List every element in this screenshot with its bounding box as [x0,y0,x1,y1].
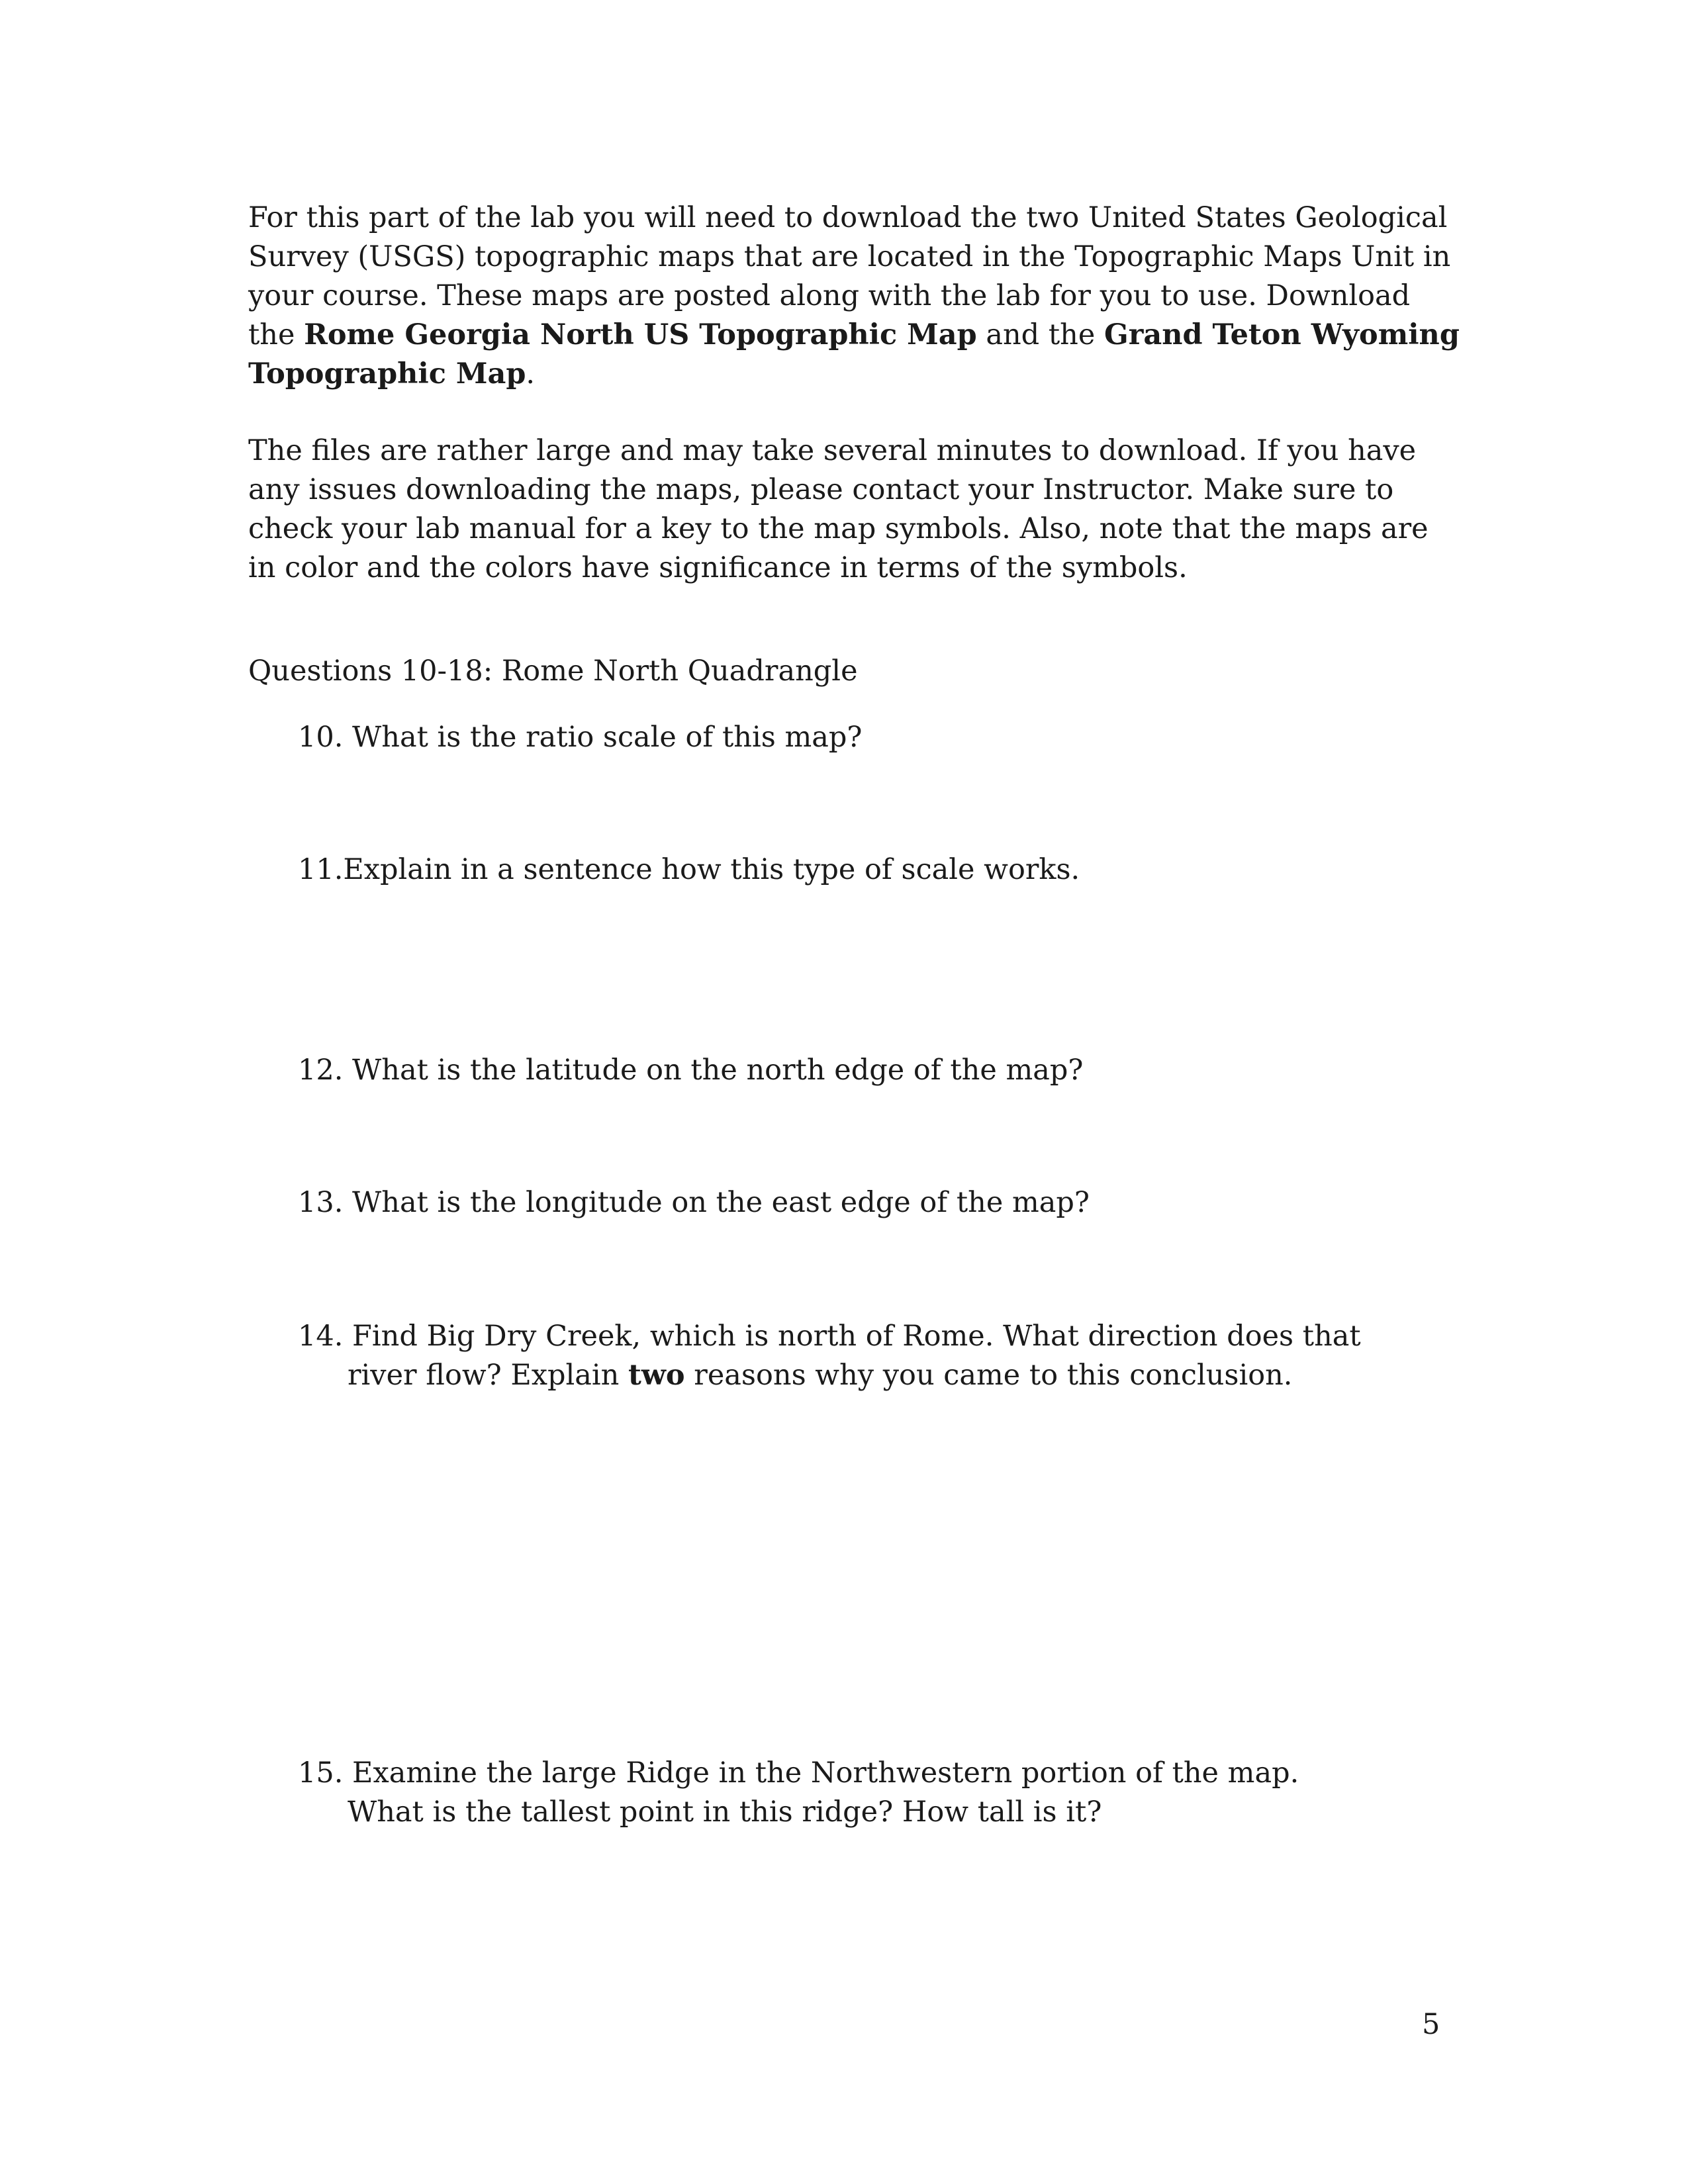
question-13 [298,1183,1423,1222]
intro-p1-text-3: . [526,357,536,390]
question-text-line-1: Find Big Dry Creek, which is north of Rome. What direction does that [343,1320,1361,1353]
question-text-line-2 [298,1356,1423,1395]
emphasis-two: two [628,1359,685,1392]
question-number: 12. [298,1054,344,1087]
question-12 [298,1051,1423,1090]
question-text: What is the latitude on the north edge of the map? [343,1054,1084,1087]
question-11 [298,850,1423,889]
question-number: 13. [298,1186,344,1219]
question-number: 14. [298,1320,344,1353]
question-text-line-2-part-2: reasons why you came to this conclusion. [684,1359,1293,1392]
rome-map-title: Rome Georgia North US Topographic Map [304,318,977,351]
question-text: Explain in a sentence how this type of scale works. [343,853,1080,886]
question-15 [298,1754,1423,1832]
question-number: 11. [298,853,344,886]
question-number: 10. [298,721,344,754]
question-text-line-2-part-1: river flow? Explain [348,1359,629,1392]
question-14 [298,1317,1423,1395]
question-text-line-2: What is the tallest point in this ridge? How tall is it? [348,1796,1102,1829]
question-text: What is the ratio scale of this map? [343,721,863,754]
question-text-line-1: Examine the large Ridge in the Northwestern portion of the map. [343,1756,1299,1790]
question-10 [298,718,1423,757]
intro-p1-text-2: and the [976,318,1104,351]
section-heading: Questions 10-18: Rome North Quadrangle [248,655,858,688]
grand-teton-map-title: Grand Teton Wyoming Topographic Map [248,318,1460,390]
intro-p1-text-1: For this part of the lab you will need to download the two United States Geological Survey (USGS) topographic maps that are located in the Topographic Maps Unit in your course. These maps are posted along with the lab for you to use. Download the [248,201,1451,351]
question-number: 15. [298,1756,344,1790]
page-number: 5 [1422,2008,1440,2041]
intro-paragraph-1 [248,199,1460,394]
question-text: What is the longitude on the east edge of the map? [343,1186,1090,1219]
intro-paragraph-2: The files are rather large and may take several minutes to download. If you have any issues downloading the maps, please contact your Instructor. Make sure to check your lab manual for a key to the map symbols. Also, note that the maps are in color and the colors have significance in terms of the symbols. [248,434,1429,584]
